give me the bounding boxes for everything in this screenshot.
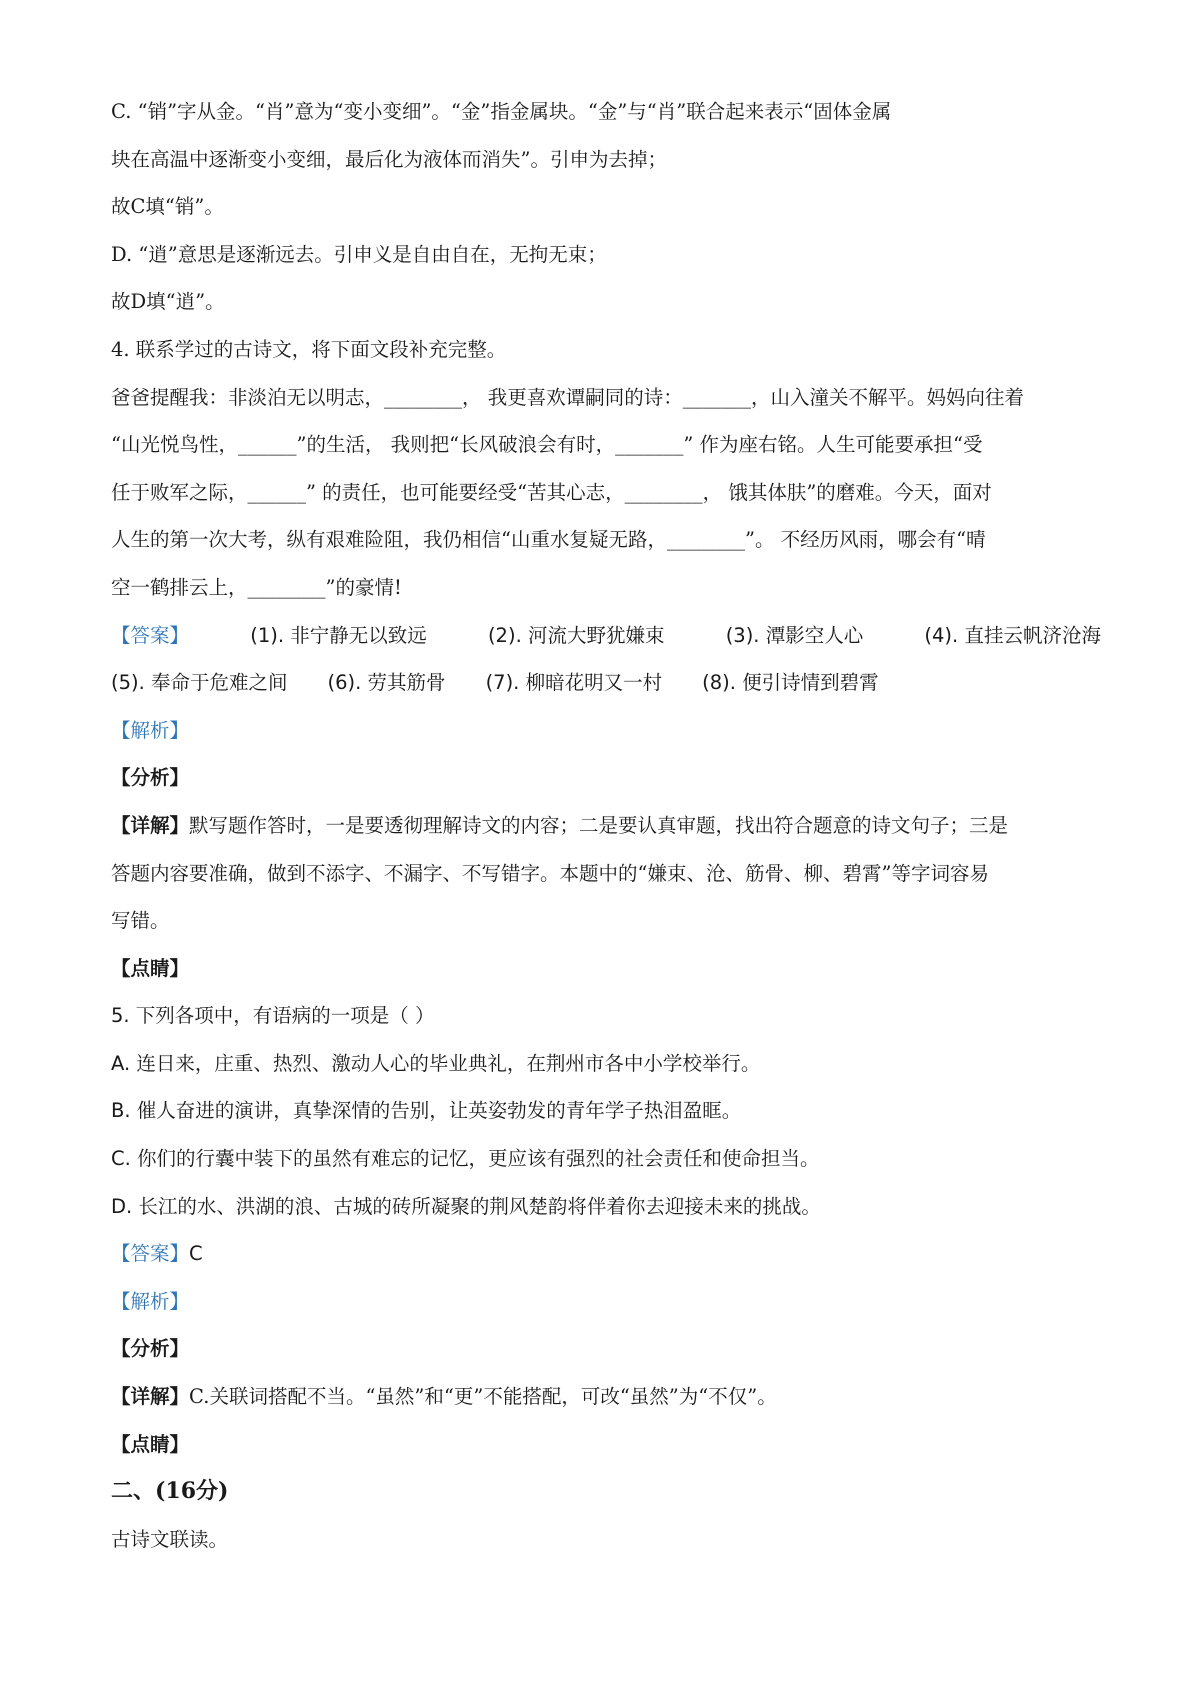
q5-option-c: C. 你们的行囊中装下的虽然有难忘的记忆，更应该有强烈的社会责任和使命担当。 [111, 1147, 820, 1171]
q5-dianjing-label: 【点睛】 [111, 1432, 190, 1456]
q5-detail-text: C.关联词搭配不当。“虽然”和“更”不能搭配，可改“虽然”为“不仅”。 [189, 1385, 777, 1409]
q4-answer-item: (6). 劳其筋骨 [327, 671, 446, 695]
q4-detail-line3: 写错。 [111, 909, 170, 933]
q4-detail-text: 默写题作答时，一是要透彻理解诗文的内容；二是要认真审题，找出符合题意的诗文句子；三是 [189, 813, 1009, 837]
q4-answer-label: 【答案】 [111, 623, 190, 647]
q5-fenxi-label: 【分析】 [111, 1337, 190, 1361]
q4-answer-item: (4). 直挂云帆济沧海 [924, 623, 1101, 647]
q3-option-d-line: D. “逍”意思是逐渐远去。引申义是自由自在，无拘无束； [111, 242, 607, 266]
q4-answers-row2 [111, 659, 1108, 707]
q4-answers-row1 [111, 612, 1101, 660]
q4-dianjing-label: 【点睛】 [111, 956, 190, 980]
q4-answer-item: (5). 奉命于危难之间 [111, 671, 288, 695]
q4-passage-line: 爸爸提醒我：非淡泊无以明志，________， 我更喜欢谭嗣同的诗：_______，山入潼关不解平。妈妈向往着 [111, 385, 1024, 409]
q4-detail-line1 [111, 802, 1108, 850]
q5-detail-label: 【详解】 [111, 1385, 190, 1409]
q4-answer-item: (2). 河流大野犹嫌束 [487, 623, 665, 647]
q4-answer-item: (1). 非宁静无以致远 [250, 623, 427, 647]
q4-stem: 4. 联系学过的古诗文，将下面文段补充完整。 [111, 337, 507, 361]
q4-answer-item: (8). 便引诗情到碧霄 [702, 671, 879, 695]
q5-option-a: A. 连日来，庄重、热烈、激动人心的毕业典礼，在荆州市各中小学校举行。 [111, 1051, 761, 1075]
q5-option-b: B. 催人奋进的演讲，真挚深情的告别，让英姿勃发的青年学子热泪盈眶。 [111, 1099, 742, 1123]
q4-answer-item: (3). 潭影空人心 [725, 623, 864, 647]
section-2-intro: 古诗文联读。 [111, 1527, 229, 1551]
q4-detail-line2: 答题内容要准确，做到不添字、不漏字、不写错字。本题中的“嫌束、沧、筋骨、柳、碧霄”等字词容易 [111, 861, 989, 885]
section-2-title: 二、(16分) [111, 1478, 229, 1505]
q4-analysis-label: 【解析】 [111, 718, 190, 742]
q5-stem: 5. 下列各项中，有语病的一项是（ ） [111, 1004, 435, 1028]
q3-option-c-line2: 块在高温中逐渐变小变细，最后化为液体而消失”。引申为去掉； [111, 147, 667, 171]
q5-analysis-label: 【解析】 [111, 1289, 190, 1313]
q3-option-c-line1: C. “销”字从金。“肖”意为“变小变细”。“金”指金属块。“金”与“肖”联合起来表示“固体金属 [111, 100, 892, 123]
q5-detail-line [111, 1373, 1108, 1421]
q5-option-d: D. 长江的水、洪湖的浪、古城的砖所凝聚的荆风楚韵将伴着你去迎接未来的挑战。 [111, 1194, 821, 1218]
q4-answer-item: (7). 柳暗花明又一村 [485, 671, 663, 695]
q4-fenxi-label: 【分析】 [111, 766, 190, 790]
q5-answer-value: C [189, 1242, 203, 1266]
q4-detail-label: 【详解】 [111, 813, 190, 837]
q4-passage-line: “山光悦鸟性，______”的生活， 我则把“长风破浪会有时，_______” 作为座右铭。人生可能要承担“受 [111, 433, 983, 457]
q4-passage-line: 空一鹤排云上，________”的豪情! [111, 575, 402, 599]
q3-option-c-fill: 故C填“销”。 [111, 195, 224, 219]
q4-passage-line: 人生的第一次大考，纵有艰难险阻，我仍相信“山重水复疑无路，________”。 不经历风雨，哪会有“晴 [111, 528, 986, 552]
q4-passage-line: 任于败军之际，______” 的责任，也可能要经受“苦其心志，________， 饿其体肤”的磨难。今天，面对 [111, 480, 992, 504]
q3-option-d-fill: 故D填“逍”。 [111, 290, 225, 314]
q5-answer-line [111, 1230, 1108, 1278]
q5-answer-label: 【答案】 [111, 1242, 190, 1266]
